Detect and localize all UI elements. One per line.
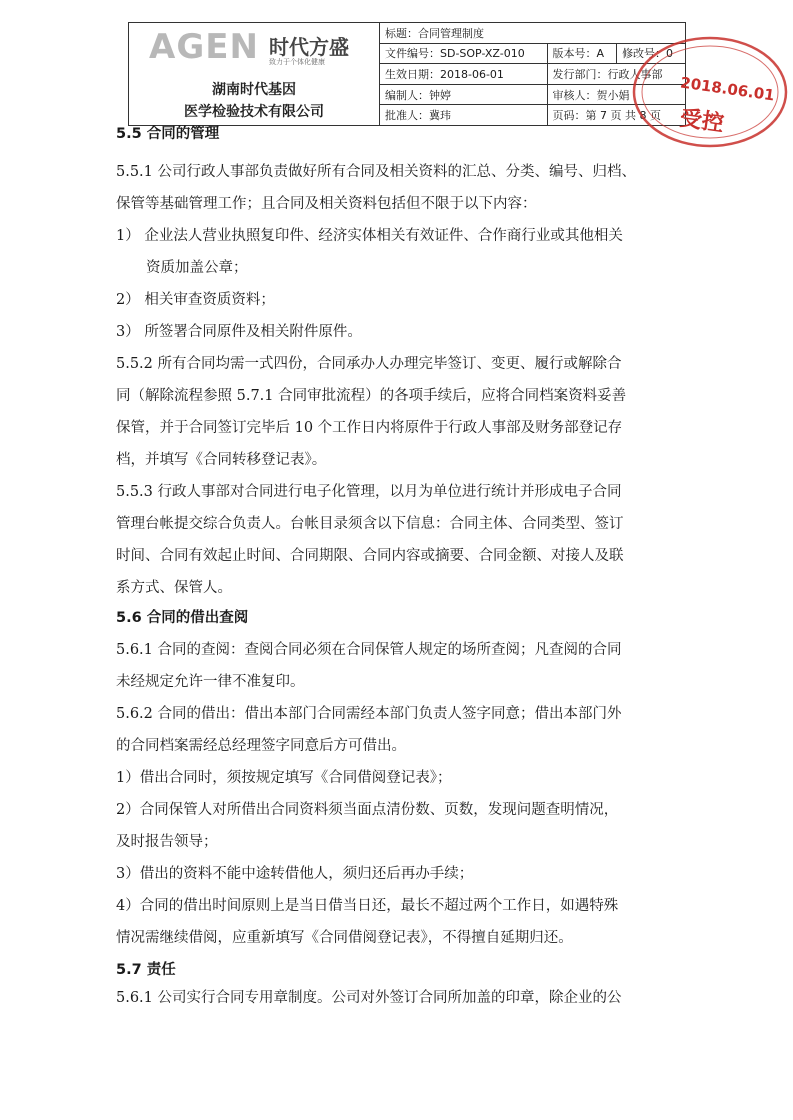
paragraph-line: 5.6.1 合同的查阅：查阅合同必须在合同保管人规定的场所查阅；凡查阅的合同 [116, 642, 622, 658]
logo-slogan: 致力于个体化健康 [269, 58, 325, 66]
list-item: 1）借出合同时，须按规定填写《合同借阅登记表》； [116, 770, 452, 786]
paragraph-line: 保管等基础管理工作；且合同及相关资料包括但不限于以下内容： [116, 196, 537, 212]
company-name-line1: 湖南时代基因 [212, 82, 296, 98]
paragraph-line: 保管，并于合同签订完毕后 10 个工作日内将原件于行政人事部及财务部登记存 [116, 420, 623, 436]
list-item: 3）借出的资料不能中途转借他人，须归还后再办手续； [116, 866, 474, 882]
list-item: 4）合同的借出时间原则上是当日借当日还，最长不超过两个工作日，如遇特殊 [116, 898, 619, 914]
agen-logo: AGEN [149, 27, 259, 67]
paragraph-line: 同（解除流程参照 5.7.1 合同审批流程）的各项手续后，应将合同档案资料妥善 [116, 388, 627, 404]
list-item: 2）合同保管人对所借出合同资料须当面点清份数、页数，发现问题查明情况， [116, 802, 619, 818]
list-item: 3） 所签署合同原件及相关附件原件。 [116, 324, 362, 340]
company-name-line2: 医学检验技术有限公司 [184, 104, 324, 120]
stamp-label: 受控 [678, 106, 726, 137]
paragraph-line: 5.5.2 所有合同均需一式四份，合同承办人办理完毕签订、变更、履行或解除合 [116, 356, 622, 372]
paragraph-line: 5.6.1 公司实行合同专用章制度。公司对外签订合同所加盖的印章，除企业的公 [116, 990, 622, 1006]
list-item: 1） 企业法人营业执照复印件、经济实体相关有效证件、合作商行业或其他相关 [116, 228, 623, 244]
list-item: 2） 相关审查资质资料； [116, 292, 275, 308]
paragraph-line: 档，并填写《合同转移登记表》。 [116, 452, 327, 468]
paragraph-line: 资质加盖公章； [146, 260, 248, 276]
paragraph-line: 未经规定允许一律不准复印。 [116, 674, 305, 690]
section-heading: 5.6 合同的借出查阅 [116, 610, 249, 626]
stamp-date: 2018.06.01 [679, 73, 776, 105]
paragraph-line: 5.5.1 公司行政人事部负责做好所有合同及相关资料的汇总、分类、编号、归档、 [116, 164, 637, 180]
department-cell: 发行部门：行政人事部 [547, 64, 685, 85]
doc-number-cell: 文件编号：SD-SOP-XZ-010 [380, 43, 548, 64]
paragraph-line: 情况需继续借阅，应重新填写《合同借阅登记表》，不得擅自延期归还。 [116, 930, 573, 946]
reviewer-cell: 审核人：贺小娟 [547, 84, 685, 105]
paragraph-line: 系方式、保管人。 [116, 580, 232, 596]
version-cell: 版本号：A [547, 43, 617, 64]
approver-cell: 批准人：冀玮 [380, 105, 548, 126]
section-heading: 5.7 责任 [116, 962, 176, 978]
document-header-table [128, 22, 686, 126]
paragraph-line: 管理台帐提交综合负责人。台帐目录须含以下信息：合同主体、合同类型、签订 [116, 516, 624, 532]
paragraph-line: 5.5.3 行政人事部对合同进行电子化管理，以月为单位进行统计并形成电子合同 [116, 484, 622, 500]
section-heading: 5.5 合同的管理 [116, 126, 220, 142]
paragraph-line: 时间、合同有效起止时间、合同期限、合同内容或摘要、合同金额、对接人及联 [116, 548, 624, 564]
company-logo-cell [129, 23, 380, 126]
doc-title-cell: 标题：合同管理制度 [380, 23, 686, 44]
paragraph-line: 的合同档案需经总经理签字同意后方可借出。 [116, 738, 406, 754]
author-cell: 编制人：钟婷 [380, 84, 548, 105]
effective-date-cell: 生效日期：2018-06-01 [380, 64, 548, 85]
paragraph-line: 5.6.2 合同的借出：借出本部门合同需经本部门负责人签字同意；借出本部门外 [116, 706, 622, 722]
page-number-cell: 页码：第 7 页 共 8 页 [547, 105, 685, 126]
revision-cell: 修改号：0 [617, 43, 686, 64]
paragraph-line: 及时报告领导； [116, 834, 218, 850]
logo-chinese-name: 时代方盛 [269, 35, 349, 59]
